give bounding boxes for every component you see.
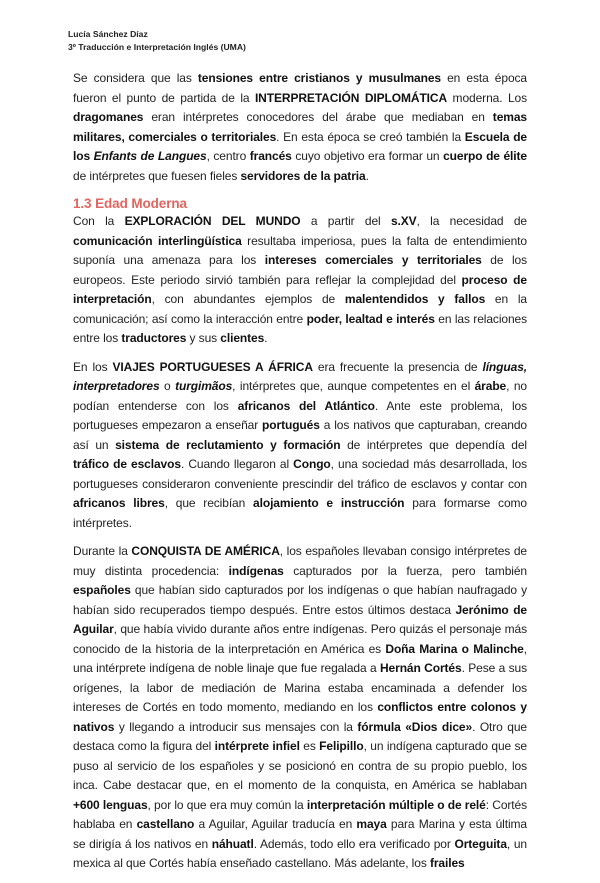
text-run: de intérpretes que fuesen fieles <box>73 168 241 183</box>
bold-text-run: cuerpo de élite <box>443 149 527 163</box>
text-run: : Cortés hablaba en <box>73 797 527 831</box>
text-run: , la necesidad de <box>416 214 527 228</box>
text-run: , intérpretes que, aunque competentes en el <box>232 379 475 393</box>
text-run: . Ante este problema, los portugueses empezaron a enseñar <box>73 398 527 432</box>
paragraph-conquest-of-america <box>73 542 527 874</box>
paragraph-world-exploration <box>73 212 527 349</box>
bold-text-run: clientes <box>220 331 265 345</box>
bold-text-run: maya <box>356 817 387 831</box>
text-run: , que recibían <box>164 496 254 510</box>
text-run: es <box>299 739 320 753</box>
text-run: que habían sido capturados por los indígenas o que habían naufragado y habían sido recuperados tiempo después. Entre estos últimos destaca <box>73 583 527 617</box>
text-run: . Otro que destaca como la figura del <box>73 719 527 753</box>
text-run: y sus <box>186 331 221 345</box>
text-run: era frecuente la presencia de <box>312 359 483 374</box>
text-run: , los españoles llevaban consigo intérpretes de muy distinta procedencia: <box>73 544 527 578</box>
bold-text-run: traductores <box>121 331 187 345</box>
bold-text-run: poder, lealtad e interés <box>306 311 435 326</box>
bold-text-run: CONQUISTA DE AMÉRICA <box>131 544 280 558</box>
bold-text-run: africanos libres <box>73 496 165 510</box>
bold-text-run: españoles <box>73 583 131 597</box>
bold-text-run: malentendidos y fallos <box>344 292 486 306</box>
text-run: moderna. Los <box>447 90 527 105</box>
text-run: . Además, todo ello era verificado por <box>253 836 455 851</box>
text-run: , por lo que era muy común la <box>147 797 307 812</box>
text-run: en la comunicación; así como la interacción entre <box>73 292 527 326</box>
text-run: resultaba imperiosa, pues la falta de entendimiento suponía una amenaza para los <box>73 233 527 267</box>
text-run: en esta época fueron el punto de partida de la <box>73 71 527 105</box>
bold-text-run: intérprete infiel <box>214 739 300 753</box>
bold-text-run: servidores de la patria <box>240 168 366 183</box>
text-run: Se considera que las <box>73 71 198 85</box>
bold-text-run: INTERPRETACIÓN DIPLOMÁTICA <box>254 90 448 105</box>
text-run: , una sociedad más desarrollada, los portugueses consideraron conveniente prescindir del tráfico de esclavos y contar con <box>73 457 527 491</box>
text-run: . En esta época se creó también la <box>276 129 465 144</box>
author-name: Lucía Sánchez Díaz <box>68 29 148 39</box>
bold-text-run: intereses comerciales y territoriales <box>264 253 482 267</box>
document-body <box>73 69 527 883</box>
bold-text-run: indígenas <box>228 563 284 578</box>
text-run: para Marina y esta última se dirigía á los nativos en <box>73 817 527 851</box>
bold-text-run: árabe <box>474 379 507 393</box>
bold-text-run: comunicación interlingüística <box>73 233 242 248</box>
bold-text-run: VIAJES PORTUGUESES A ÁFRICA <box>112 359 313 374</box>
bold-text-run: temas militares, comerciales o territoriales <box>73 110 527 144</box>
bold-text-run: +600 lenguas <box>73 797 148 812</box>
course-name: 3º Traducción e Interpretación Inglés (UMA) <box>68 42 246 52</box>
text-run: cuyo objetivo era formar un <box>291 149 444 163</box>
text-run: . <box>365 168 369 183</box>
bold-text-run: línguas, interpretadores <box>73 359 528 393</box>
text-run: o <box>159 379 176 393</box>
bold-text-run: alojamiento e instrucción <box>253 496 405 510</box>
bold-text-run: tráfico de esclavos <box>73 457 181 471</box>
bold-text-run: tensiones entre cristianos y musulmanes <box>197 71 441 85</box>
bold-text-run: Orteguita <box>454 836 507 851</box>
bold-text-run: proceso de interpretación <box>73 272 527 306</box>
bold-text-run: dragomanes <box>73 110 144 124</box>
bold-text-run: Felipillo <box>319 739 364 753</box>
text-run: de los europeos. Este periodo sirvió también para reflejar la complejidad del <box>73 253 527 287</box>
bold-text-run: s.XV <box>390 214 417 228</box>
text-run: , con abundantes ejemplos de <box>151 292 345 306</box>
text-run: y llegando a introducir sus mensajes con la <box>114 719 358 734</box>
bold-text-run: fórmula «Dios dice» <box>357 719 473 734</box>
bold-text-run: portugués <box>262 418 320 432</box>
bold-text-run: Hernán Cortés <box>379 661 462 675</box>
text-run: . <box>264 331 268 345</box>
bold-text-run: interpretación múltiple o de relé <box>306 797 486 812</box>
bold-text-run: conflictos entre colonos y nativos <box>73 700 527 734</box>
text-run: a Aguilar, Aguilar traducía en <box>194 817 357 831</box>
text-run: a partir del <box>300 214 391 228</box>
text-run: a los nativos que capturaban, creando así un <box>73 418 527 452</box>
text-run: , un indígena capturado que se puso al servicio de los españoles y se posicionó en contra de su propio pueblo, los inca. Cabe destacar que, en el momento de la conquista, en América se hablaban <box>73 739 527 792</box>
text-run: capturados por la fuerza, pero también <box>283 563 527 578</box>
bold-text-run: turgimãos <box>175 379 233 393</box>
bold-text-run: EXPLORACIÓN DEL MUNDO <box>124 214 301 228</box>
text-run: . Cuando llegaron al <box>180 457 294 471</box>
text-run: de intérpretes que dependía del <box>340 437 527 452</box>
bold-text-run: Enfants de Langues <box>93 149 207 163</box>
text-run: Durante la <box>73 544 132 558</box>
paragraph-portuguese-voyages <box>73 358 527 534</box>
paragraph-diplomatic-interpretation <box>73 69 527 186</box>
bold-text-run: sistema de reclutamiento y formación <box>115 437 341 452</box>
text-run: En los <box>73 359 113 374</box>
text-run: , centro <box>206 149 250 163</box>
text-run: , un mexica al que Cortés había enseñado castellano. Más adelante, los <box>73 836 527 870</box>
text-run: , que había vivido durante años entre indígenas. Pero quizás el personaje más conocido de la historia de la interpretación en América es <box>73 622 527 656</box>
text-run: para formarse como intérpretes. <box>73 496 527 530</box>
text-run: Con la <box>73 214 125 228</box>
bold-text-run: Jerónimo de Aguilar <box>73 602 528 636</box>
bold-text-run: Escuela de los <box>73 129 528 163</box>
bold-text-run: Doña Marina o Malinche <box>385 641 524 656</box>
text-run: . Pese a sus orígenes, la labor de mediación de Marina estaba encaminada a defender los intereses de Cortés en todo momento, mediando en los <box>73 661 528 714</box>
bold-text-run: náhuatl <box>211 836 254 851</box>
bold-text-run: africanos del Atlántico <box>237 398 375 413</box>
bold-text-run: frailes <box>429 856 465 870</box>
text-run: en las relaciones entre los <box>73 311 528 345</box>
document-header <box>68 28 246 54</box>
bold-text-run: Congo <box>293 457 331 471</box>
section-heading: 1.3 Edad Moderna <box>73 196 187 211</box>
text-run: eran intérpretes conocedores del árabe que mediaban en <box>143 110 493 124</box>
text-run: , una intérprete indígena de noble linaje que fue regalada a <box>73 641 527 675</box>
text-run: , no podían entenderse con los <box>73 379 527 413</box>
bold-text-run: castellano <box>136 817 195 831</box>
bold-text-run: francés <box>249 149 292 163</box>
